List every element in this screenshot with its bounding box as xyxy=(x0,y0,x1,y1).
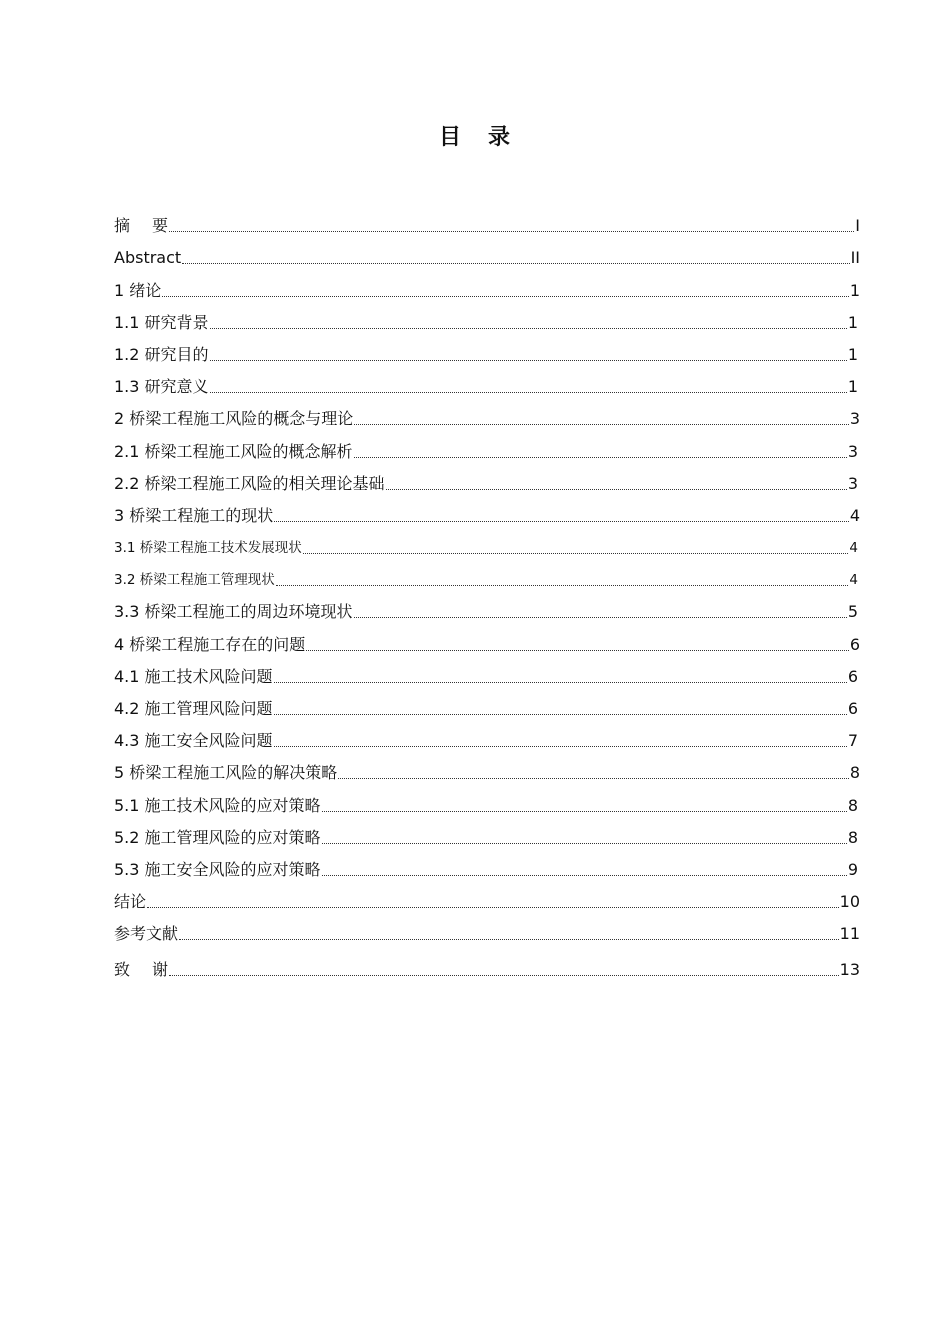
toc-entry-section-4-3[interactable] xyxy=(114,725,860,757)
toc-leader-dots xyxy=(322,843,847,844)
toc-leader-dots xyxy=(322,875,847,876)
toc-entry-references[interactable] xyxy=(114,918,860,950)
toc-entry-label: Abstract xyxy=(114,248,181,274)
toc-entry-label: 3.1 桥梁工程施工技术发展现状 xyxy=(114,538,302,564)
toc-page-number: 10 xyxy=(839,892,860,912)
toc-entry-section-4-2[interactable] xyxy=(114,693,860,725)
toc-leader-dots xyxy=(306,650,849,651)
toc-leader-dots xyxy=(276,585,849,586)
toc-page-number: 1 xyxy=(847,344,858,364)
toc-page-number: 4 xyxy=(849,505,860,525)
toc-page-number: 8 xyxy=(847,795,858,815)
toc-page-number: 3 xyxy=(847,441,858,461)
toc-entry-section-5-3[interactable] xyxy=(114,854,860,886)
toc-entry-label: 3.3 桥梁工程施工的周边环境现状 xyxy=(114,602,353,628)
toc-leader-dots xyxy=(274,682,847,683)
toc-page-number: 13 xyxy=(839,960,860,980)
toc-page-number: 6 xyxy=(849,634,860,654)
toc-page-number: 7 xyxy=(847,731,858,751)
toc-entry-section-1-1[interactable] xyxy=(114,307,860,339)
toc-leader-dots xyxy=(303,553,849,554)
toc-entry-section-4-1[interactable] xyxy=(114,661,860,693)
toc-page-number: 8 xyxy=(847,827,858,847)
toc-entry-label: 1.2 研究目的 xyxy=(114,345,209,371)
toc-page-number: 8 xyxy=(849,763,860,783)
toc-page-number: 5 xyxy=(847,602,858,622)
toc-page-number: 1 xyxy=(849,280,860,300)
toc-entry-label: 1.3 研究意义 xyxy=(114,377,209,403)
toc-entry-label: 4.1 施工技术风险问题 xyxy=(114,667,273,693)
table-of-contents xyxy=(114,210,860,986)
toc-page-number: 9 xyxy=(847,859,858,879)
page-title-left: 目 xyxy=(438,125,462,150)
toc-entry-acknowledgements[interactable] xyxy=(114,950,860,986)
toc-entry-label: 参考文献 xyxy=(114,924,178,950)
toc-entry-label: 1 绪论 xyxy=(114,281,161,307)
toc-entry-chapter-5[interactable] xyxy=(114,757,860,789)
toc-page-number: 6 xyxy=(847,666,858,686)
toc-page-number: 1 xyxy=(847,377,858,397)
toc-entry-section-1-2[interactable] xyxy=(114,339,860,371)
toc-page-number: 3 xyxy=(849,409,860,429)
toc-entry-section-1-3[interactable] xyxy=(114,371,860,403)
toc-entry-label: 5.1 施工技术风险的应对策略 xyxy=(114,796,321,822)
toc-leader-dots xyxy=(338,778,849,779)
toc-page-number: 4 xyxy=(849,540,858,557)
toc-entry-section-2-2[interactable] xyxy=(114,468,860,500)
toc-leader-dots xyxy=(322,811,847,812)
toc-entry-label: 摘 要 xyxy=(114,216,168,242)
toc-entry-section-3-3[interactable] xyxy=(114,596,860,628)
toc-page-number: 6 xyxy=(847,699,858,718)
toc-entry-label: 2.1 桥梁工程施工风险的概念解析 xyxy=(114,442,353,468)
toc-entry-label: 3.2 桥梁工程施工管理现状 xyxy=(114,570,275,596)
toc-leader-dots xyxy=(354,424,849,425)
toc-leader-dots xyxy=(147,907,839,908)
toc-leader-dots xyxy=(162,296,849,297)
toc-entry-label: 结论 xyxy=(114,892,146,918)
toc-leader-dots xyxy=(274,521,849,522)
toc-entry-label: 3 桥梁工程施工的现状 xyxy=(114,506,273,532)
toc-entry-section-2-1[interactable] xyxy=(114,435,860,467)
toc-entry-abstract-en[interactable] xyxy=(114,242,860,274)
toc-leader-dots xyxy=(210,392,847,393)
toc-entry-section-5-2[interactable] xyxy=(114,822,860,854)
toc-entry-label: 致 谢 xyxy=(114,960,168,986)
toc-entry-label: 2 桥梁工程施工风险的概念与理论 xyxy=(114,409,353,435)
toc-entry-abstract-cn[interactable] xyxy=(114,210,860,242)
toc-entry-label: 5.3 施工安全风险的应对策略 xyxy=(114,860,321,886)
toc-entry-label: 5.2 施工管理风险的应对策略 xyxy=(114,828,321,854)
toc-entry-label: 4.2 施工管理风险问题 xyxy=(114,699,273,725)
toc-leader-dots xyxy=(274,714,847,715)
toc-entry-label: 2.2 桥梁工程施工风险的相关理论基础 xyxy=(114,474,385,500)
toc-leader-dots xyxy=(169,231,854,232)
toc-leader-dots xyxy=(182,263,849,264)
toc-entry-chapter-2[interactable] xyxy=(114,403,860,435)
toc-entry-section-5-1[interactable] xyxy=(114,789,860,821)
toc-leader-dots xyxy=(210,328,847,329)
toc-leader-dots xyxy=(210,360,847,361)
toc-entry-chapter-4[interactable] xyxy=(114,628,860,660)
page-title xyxy=(0,120,950,151)
toc-entry-label: 4 桥梁工程施工存在的问题 xyxy=(114,635,305,661)
toc-leader-dots xyxy=(354,617,847,618)
toc-entry-section-3-2[interactable] xyxy=(114,564,860,596)
toc-entry-label: 1.1 研究背景 xyxy=(114,313,209,339)
toc-leader-dots xyxy=(169,975,839,976)
toc-leader-dots xyxy=(354,457,847,458)
toc-entry-chapter-1[interactable] xyxy=(114,274,860,306)
toc-entry-label: 4.3 施工安全风险问题 xyxy=(114,731,273,757)
toc-leader-dots xyxy=(179,939,839,940)
toc-page-number: 1 xyxy=(847,312,858,332)
toc-page-number: I xyxy=(855,216,860,236)
toc-page-number: 11 xyxy=(839,924,860,944)
toc-entry-section-3-1[interactable] xyxy=(114,532,860,564)
toc-leader-dots xyxy=(274,746,847,747)
toc-page-number: 3 xyxy=(847,473,858,493)
toc-page-number: 4 xyxy=(849,572,858,589)
page-title-right: 录 xyxy=(488,125,512,150)
toc-entry-conclusion[interactable] xyxy=(114,886,860,918)
toc-entry-chapter-3[interactable] xyxy=(114,500,860,532)
toc-page-number: II xyxy=(850,248,860,268)
toc-leader-dots xyxy=(386,489,847,490)
toc-entry-label: 5 桥梁工程施工风险的解决策略 xyxy=(114,763,337,789)
